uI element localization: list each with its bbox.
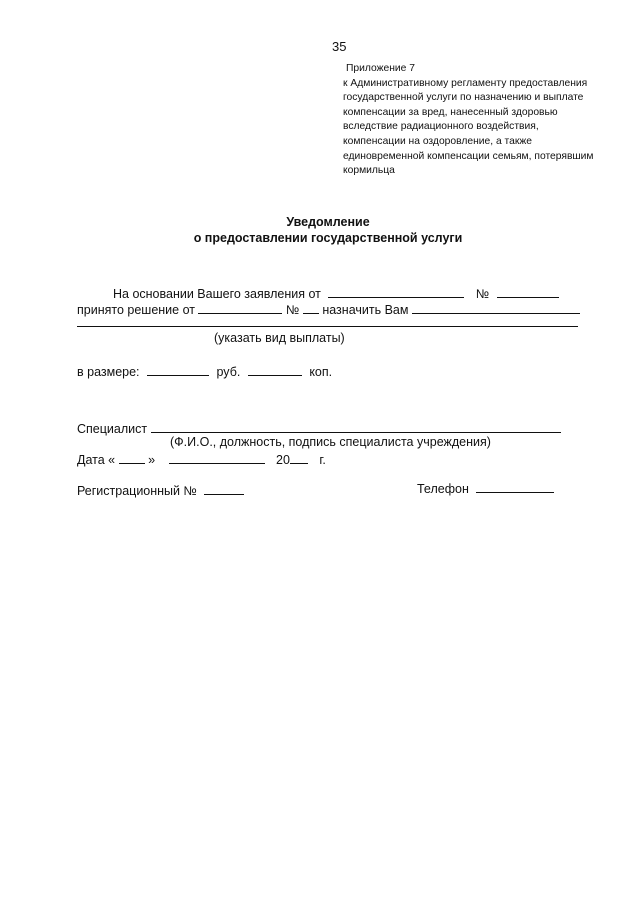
registration-row	[77, 483, 244, 498]
number-sign: №	[475, 287, 490, 301]
application-label: На основании Вашего заявления от	[113, 287, 321, 301]
decision-number-field[interactable]	[303, 302, 319, 314]
phone-label: Телефон	[417, 482, 469, 496]
date-day-field[interactable]	[119, 452, 145, 464]
specialist-row	[77, 421, 561, 436]
date-label: Дата «	[77, 453, 116, 467]
appendix-line: государственной услуги по назначению и выплате	[343, 92, 584, 104]
appendix-line: Приложение 7	[346, 63, 415, 74]
payment-type-field[interactable]	[77, 326, 578, 327]
decision-date-field[interactable]	[198, 302, 282, 314]
amount-row	[77, 364, 332, 379]
date-row	[77, 452, 326, 467]
appendix-line: единовременной компенсации семьям, потерявшим	[343, 150, 594, 162]
date-month-field[interactable]	[169, 452, 265, 464]
kop-label: коп.	[309, 365, 333, 379]
phone-field[interactable]	[476, 481, 554, 493]
application-row	[113, 286, 559, 301]
title-line-1: Уведомление	[286, 215, 370, 229]
title-line-2: о предоставлении государственной услуги	[193, 231, 463, 245]
kop-field[interactable]	[248, 364, 302, 376]
assign-label: назначить Вам	[322, 303, 409, 317]
rub-label: руб.	[216, 365, 241, 379]
rub-field[interactable]	[147, 364, 209, 376]
specialist-field[interactable]	[151, 421, 561, 433]
specialist-hint: (Ф.И.О., должность, подпись специалиста учреждения)	[170, 435, 491, 449]
specialist-label: Специалист	[77, 422, 148, 436]
decision-label: принято решение от	[77, 303, 195, 317]
appendix-line: вследствие радиационного воздействия,	[343, 121, 539, 133]
amount-label: в размере:	[77, 365, 140, 379]
application-number-field[interactable]	[497, 286, 559, 298]
year-prefix: 20	[276, 453, 290, 467]
application-date-field[interactable]	[328, 286, 464, 298]
page-number: 35	[332, 39, 347, 54]
phone-row	[417, 481, 554, 496]
decision-number-sign: №	[285, 303, 300, 317]
appendix-line: кормильца	[343, 165, 395, 177]
appendix-line: к Административному регламенту предоставления	[343, 77, 588, 89]
year-suffix: г.	[319, 453, 326, 467]
date-quote-close: »	[148, 453, 156, 467]
assign-field[interactable]	[412, 302, 580, 314]
decision-row	[77, 302, 580, 317]
registration-number-field[interactable]	[204, 483, 244, 495]
appendix-note	[343, 62, 633, 179]
date-year-field[interactable]	[290, 452, 308, 464]
appendix-line: компенсации за вред, нанесенный здоровью	[343, 106, 558, 118]
appendix-line: компенсации на оздоровление, а также	[343, 135, 533, 147]
registration-label: Регистрационный №	[77, 484, 197, 498]
document-title	[100, 214, 556, 246]
payment-hint: (указать вид выплаты)	[214, 331, 345, 345]
